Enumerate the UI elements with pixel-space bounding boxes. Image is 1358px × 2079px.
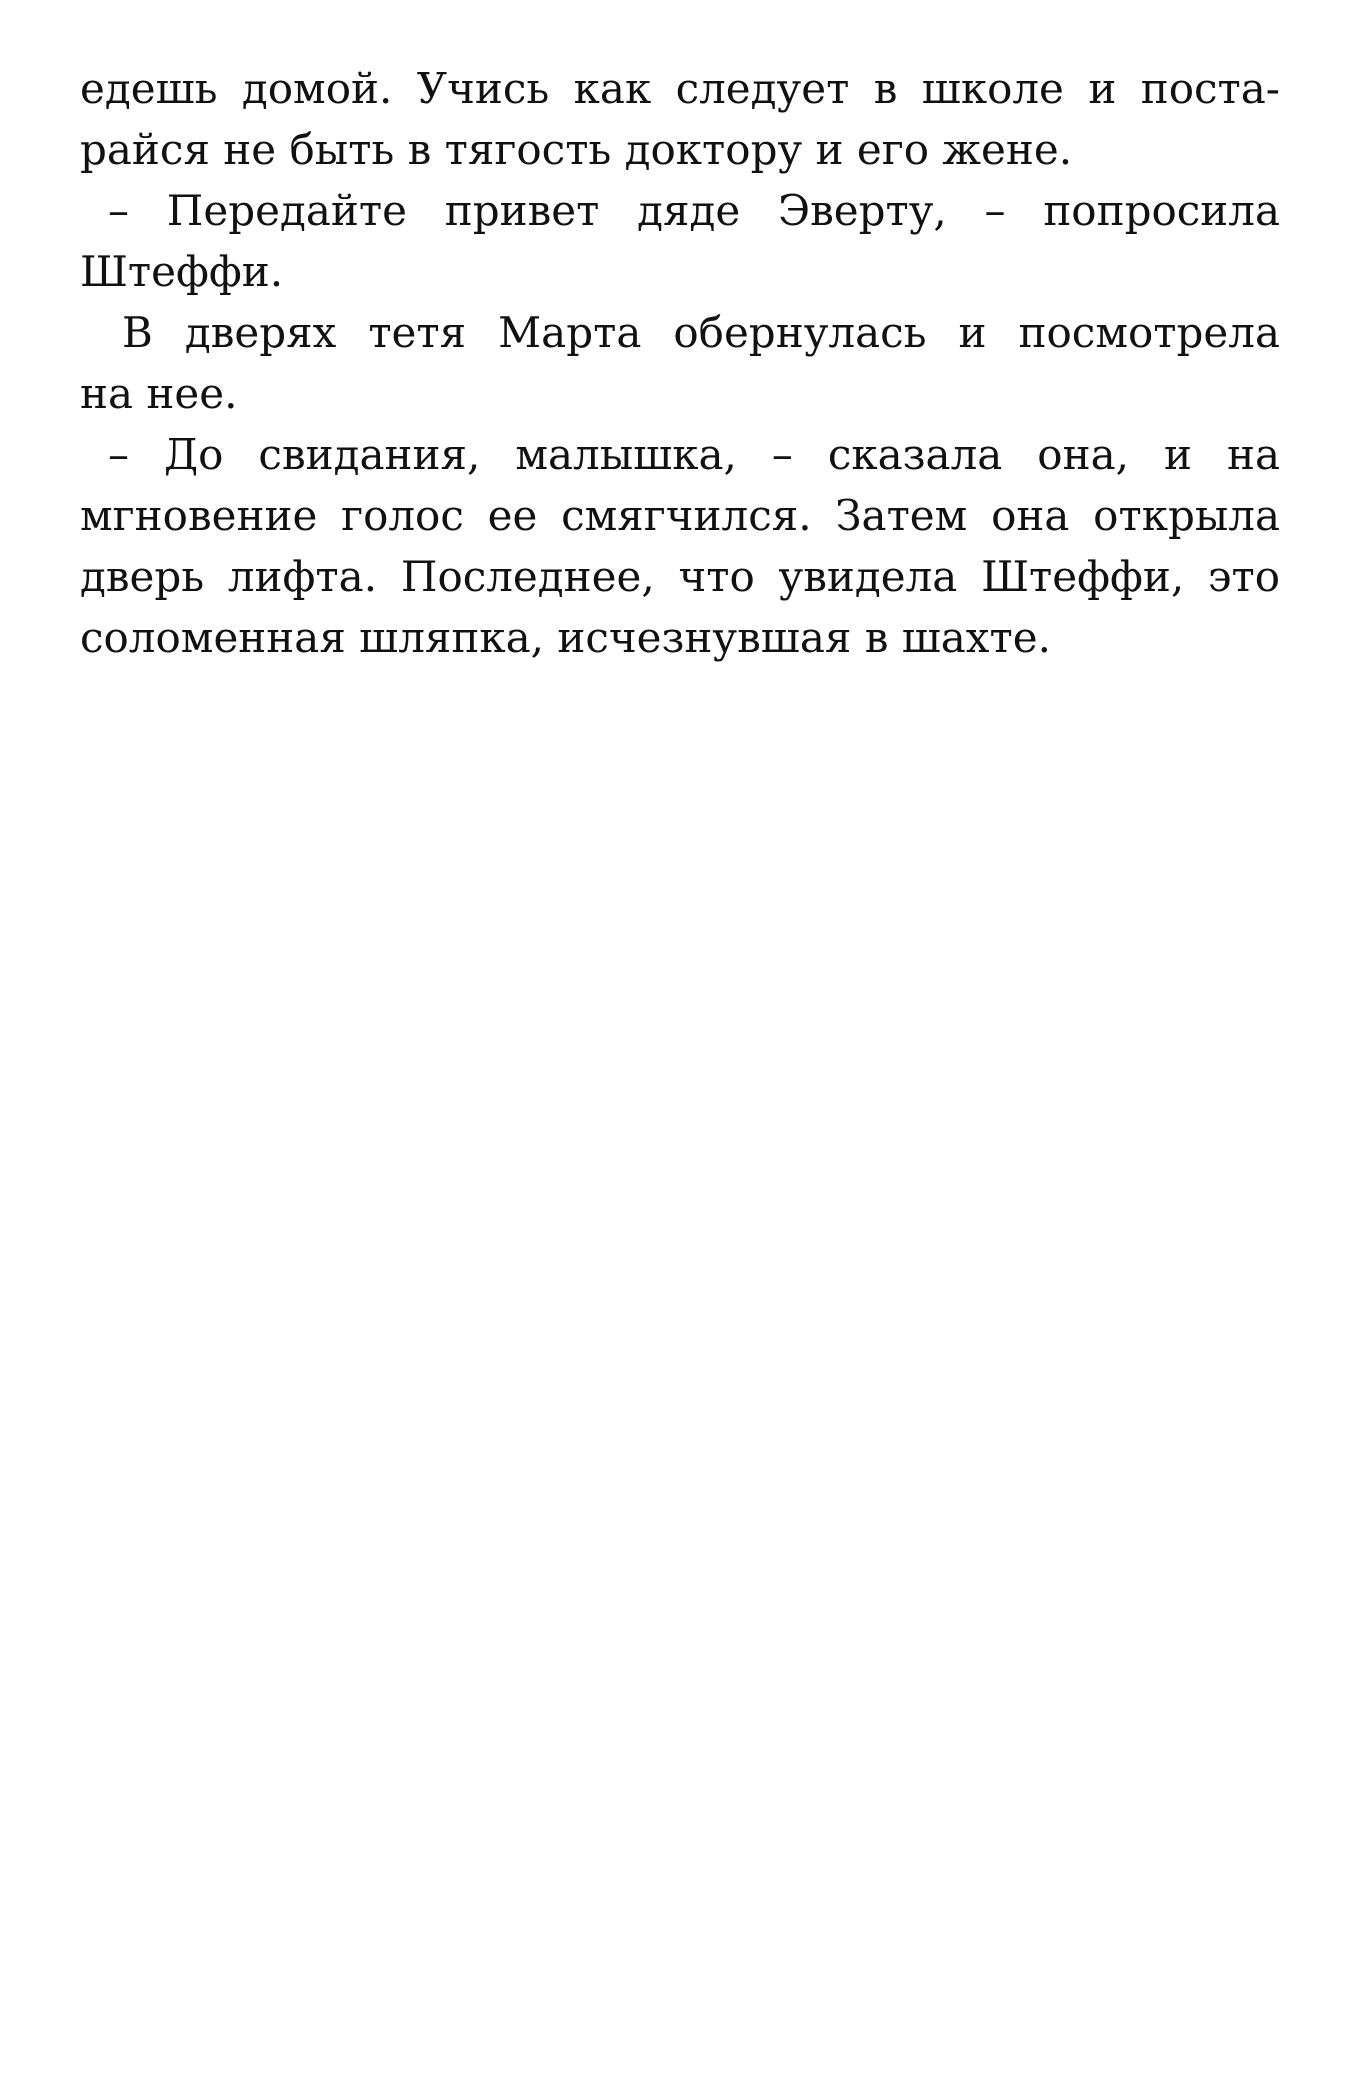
text-line: на нее. — [80, 369, 238, 418]
text-line-content: – Передайте привет дяде Эверту, – попросила — [108, 186, 1280, 235]
paragraph — [80, 180, 1280, 302]
text-line — [80, 180, 1280, 241]
paragraph — [80, 424, 1280, 668]
text-line: райся не быть в тягость доктору и его жене. — [80, 125, 1073, 174]
text-line-content: В дверях тетя Марта обернулась и посмотрела — [122, 308, 1280, 357]
paragraph — [80, 302, 1280, 424]
text-line: соломенная шляпка, исчезнувшая в шахте. — [80, 613, 1051, 662]
text-line: мгновение голос ее смягчился. Затем она открыла — [80, 491, 1280, 540]
text-line: Штеффи. — [80, 247, 284, 296]
text-line: дверь лифта. Последнее, что увидела Штеффи, это — [80, 552, 1280, 601]
paragraph — [80, 58, 1280, 180]
text-line — [80, 302, 1280, 363]
text-line: едешь домой. Учись как следует в школе и поста- — [80, 64, 1280, 113]
book-page — [80, 58, 1280, 668]
text-line-content: – До свидания, малышка, – сказала она, и на — [108, 430, 1280, 479]
text-line — [80, 424, 1280, 485]
